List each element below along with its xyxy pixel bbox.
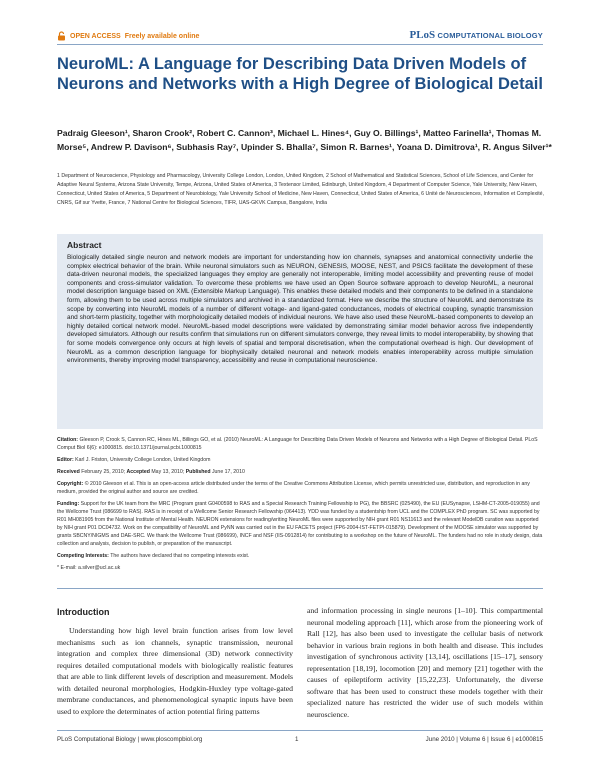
footer-divider <box>57 730 543 731</box>
journal-brand: PLoS <box>409 29 436 41</box>
dates: Received February 25, 2010; Accepted May 13, 2010; Published June 17, 2010 <box>57 469 245 475</box>
copyright: Copyright: © 2010 Gleeson et al. This is an open-access article distributed under the terms of the Creative Commons Attribution License, which permits unrestricted use, distribution, and reproduction in any medium, provided the original author and source are credited. <box>57 481 530 495</box>
open-access-label: OPEN ACCESS <box>70 32 121 40</box>
journal-logo <box>409 29 543 41</box>
intro-left-column: Understanding how high level brain function arises from low level mechanisms such as ion channels, synaptic transmission, neuronal integration and complex three dimensional (3D) network connectivity requires detailed computational models with biologically realistic features that are able to link different levels of description and measurement. Models with detailed neuronal morphologies, Hodgkin-Huxley type voltage-gated membrane conductances, and phenomenological synaptic inputs have been used to explore the determinates of action potential firing patterns <box>57 626 293 716</box>
competing-interests: Competing Interests: The authors have declared that no competing interests exist. <box>57 553 250 559</box>
citation: Citation: Gleeson P, Crook S, Cannon RC, Hines ML, Billings GO, et al. (2010) NeuroML: A Language for Describing Data Driven Models of Neurons and Networks with a High Degree of Biological Detail. PLoS Comput Biol 6(6): e1000815. doi:10.1371/journal.pcbi.1000815 <box>57 437 538 451</box>
author-list: Padraig Gleeson¹, Sharon Crook², Robert C. Cannon³, Michael L. Hines⁴, Guy O. Billings¹, Matteo Farinella¹, Thomas M. Morse⁵, Andrew P. Davison⁶, Subhasis Ray⁷, Upinder S. Bhalla⁷, Simon R. Barnes¹, Yoana D. Dimitrova¹, R. Angus Silver¹* <box>57 128 552 152</box>
footer-issue: June 2010 | Volume 6 | Issue 6 | e1000815 <box>425 736 543 743</box>
editor: Editor: Karl J. Friston, University College London, United Kingdom <box>57 457 211 463</box>
abstract-text: Biologically detailed single neuron and network models are important for understanding how ion channels, synapses and anatomical connectivity underlie the complex electrical behavior of the brain. While neuronal simulators such as NEURON, GENESIS, MOOSE, NEST, and PSICS facilitate the development of these data-driven neuronal models, the specialized languages they employ are generally not interoperable, limiting model accessibility and preventing reuse of model components and cross-simulator validation. To overcome these problems we have used an Open Source software approach to develop NeuroML, a neuronal model description language based on XML (Extensible Markup Language). This enables these detailed models and their components to be defined in a standalone form, allowing them to be used across multiple simulators and archived in a standardized format. Here we describe the structure of NeuroML and demonstrate its scope by converting into NeuroML models of a number of different voltage- and ligand-gated conductances, models of electrical coupling, synaptic transmission and short-term plasticity, together with morphologically detailed models of individual neurons. We have also used these NeuroML-based components to develop an highly detailed cortical network model. NeuroML-based model descriptions were validated by demonstrating similar model behavior across five independently developed simulators. Although our results confirm that simulations run on different simulators converge, they reveal limits to model interoperability, by showing that for some models convergence only occurs at high levels of spatial and temporal discretisation, when the computational overhead is high. Our development of NeuroML as a common description language for biophysically detailed neuronal and network models enables interoperability across multiple simulation environments, thereby improving model transparency, accessibility and reuse in computational neuroscience. <box>67 254 533 365</box>
journal-name: COMPUTATIONAL BIOLOGY <box>437 31 543 40</box>
metadata-divider <box>57 588 543 589</box>
corresponding-email: * E-mail: a.silver@ucl.ac.uk <box>57 565 121 571</box>
open-access-banner <box>57 31 199 41</box>
header-divider <box>57 44 543 45</box>
open-lock-icon <box>57 31 66 41</box>
introduction-heading: Introduction <box>57 607 110 617</box>
page-number: 1 <box>295 736 299 743</box>
freely-available-label: Freely available online <box>124 32 200 40</box>
footer-journal: PLoS Computational Biology | www.ploscompbiol.org <box>57 736 203 743</box>
article-metadata <box>57 436 543 576</box>
article-title: NeuroML: A Language for Describing Data Driven Models of Neurons and Networks with a High Degree of Biological Detail <box>57 55 543 93</box>
affiliations: 1 Department of Neuroscience, Physiology and Pharmacology, University College London, London, United Kingdom, 2 School of Mathematical and Statistical Sciences, School of Life Sciences, and Center for Adaptive Neural Systems, Arizona State University, Tempe, Arizona, United States of America, 3 Textensor Limited, Edinburgh, United Kingdom, 4 Department of Computer Science, Yale University, New Haven, Connecticut, United States of America, 5 Department of Neurobiology, Yale University School of Medicine, New Haven, Connecticut, United States of America, 6 Unité de Neurosciences, Information et Complexité, CNRS, Gif sur Yvette, France, 7 National Centre for Biological Sciences, TIFR, UAS-GKVK Campus, Bangalore, India <box>57 173 544 206</box>
intro-right-column: and information processing in single neurons [1–10]. This compartmental neuronal modeling approach [11], which arose from the pioneering work of Rall [12], has also been used to investigate the cellular basis of network behavior in various brain regions in both health and disease. This includes investigation of synchronous activity [13,14], oscillations [15–17], sensory representation [18,19], locomotion [20] and memory [21] together with the causes of epileptiform activity [15,22,23]. Unfortunately, the diverse software that has been used to construct these models together with their specialized nature has restricted the wider use of such models within neuroscience. <box>307 606 543 719</box>
abstract-box <box>57 234 543 429</box>
funding: Funding: Support for the UK team from the MRC (Program grant G0400598 to RAS and a Special Research Training Fellowship to PG), the BBSRC (025490), the EU (EUSynapse, LSHM-CT-2005-019055) and the Wellcome Trust (086699 to RAS). RAS is in receipt of a Wellcome Senior Research Fellowship (064413). YDD was funded by a studentship from UCL and the COMPLEX PhD program. SC was supported by R01 MH081905 from the National Institute of Mental Health. NEURON extensions for reading/writing NeuroML files were supported by NIH grant R01 NS11613 and the relevant ModelDB curation was supported by NIH grant P01 DC04732. Work on the compatibility of NeuroML and PyNN was carried out in the EU FACETS project (FP6-2004-IST-FETPI-015879). Development of the MOOSE simulator was supported by grants SBCNY/NIGMS and DAE-SRC. We thank the Wellcome Trust (086699), INCF and NSF (IIS-0912814) for contributing to a workshop on the future of NeuroML. The funders had no role in study design, data collection and analysis, decision to publish, or preparation of the manuscript. <box>57 501 543 547</box>
page-footer <box>57 736 543 743</box>
abstract-heading: Abstract <box>67 240 102 250</box>
